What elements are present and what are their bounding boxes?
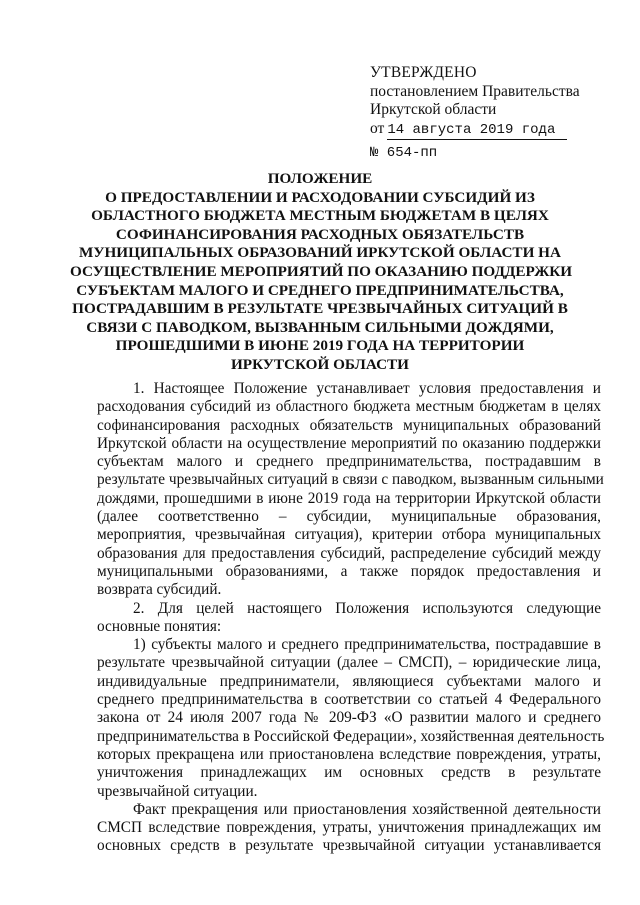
body-line: образования для предоставления субсидий, распределение субсидий между — [97, 544, 601, 562]
approval-stamp — [370, 64, 600, 162]
body-line: дождями, прошедшими в июне 2019 года на территории Иркутской области — [97, 489, 601, 507]
title-line: ОБЛАСТНОГО БЮДЖЕТА МЕСТНЫМ БЮДЖЕТАМ В ЦЕЛЯХ — [91, 207, 549, 225]
approval-heading: УТВЕРЖДЕНО — [370, 64, 477, 81]
approval-line-2: Иркутской области — [370, 101, 497, 118]
body-line: Факт прекращения или приостановления хозяйственной деятельности — [133, 800, 601, 818]
approval-number: № 654-пп — [370, 144, 438, 161]
body-line: 1. Настоящее Положение устанавливает условия предоставления и — [133, 380, 601, 397]
title-line: СУБЪЕКТАМ МАЛОГО И СРЕДНЕГО ПРЕДПРИНИМАТЕЛЬСТВА, — [76, 281, 564, 299]
approval-date-prefix: от — [370, 119, 385, 137]
body-line: чрезвычайной ситуации. — [97, 782, 258, 800]
approval-line-1: постановлением Правительства — [370, 82, 580, 100]
title-line: О ПРЕДОСТАВЛЕНИИ И РАСХОДОВАНИИ СУБСИДИЙ ИЗ — [105, 188, 535, 206]
approval-date-row — [370, 120, 600, 140]
title-line: СОФИНАНСИРОВАНИЯ РАСХОДНЫХ ОБЯЗАТЕЛЬСТВ — [115, 225, 525, 243]
title-line: МУНИЦИПАЛЬНЫХ ОБРАЗОВАНИЙ ИРКУТСКОЙ ОБЛАСТИ НА — [79, 244, 561, 262]
body-line: предпринимательства в Российской Федерации», хозяйственная деятельность — [97, 727, 605, 745]
body-line: основных средств в результате чрезвычайной ситуации устанавливается — [97, 837, 601, 855]
body-line: закона от 24 июля 2007 года № 209-ФЗ «О развитии малого и среднего — [97, 709, 601, 727]
body-line: основные понятия: — [97, 617, 222, 635]
title-line: ПРОШЕДШИМИ В ИЮНЕ 2019 ГОДА НА ТЕРРИТОРИИ — [115, 337, 525, 355]
body-line: индивидуальные предприниматели, являющиеся субъектами малого и — [97, 672, 601, 690]
title-line: СВЯЗИ С ПАВОДКОМ, ВЫЗВАННЫМ СИЛЬНЫМИ ДОЖДЯМИ, — [86, 318, 554, 336]
approval-date: 14 августа 2019 года — [387, 122, 567, 140]
body-line: которых прекращена или приостановлена вследствие повреждения, утраты, — [97, 745, 601, 763]
body-line: 1) субъекты малого и среднего предпринимательства, пострадавшие в — [133, 636, 601, 654]
body-line: Иркутской области на осуществление мероприятий по оказанию поддержки — [97, 434, 601, 452]
body-line: результате чрезвычайных ситуаций в связи с паводком, вызванным сильными — [97, 471, 604, 489]
document-body — [97, 380, 605, 856]
body-line: мероприятия, чрезвычайная ситуация), критерии отбора муниципальных — [97, 526, 601, 544]
body-line: муниципальными образованиями, а также порядок предоставления и — [97, 562, 601, 580]
body-line: СМСП вследствие повреждения, утраты, уничтожения принадлежащих им — [97, 819, 601, 837]
title-line: ПОЛОЖЕНИЕ — [267, 170, 373, 187]
body-line: расходования субсидий из областного бюджета местным бюджетам в целях — [97, 398, 601, 416]
body-line: среднего предпринимательства в соответствии со статьей 4 Федерального — [97, 691, 601, 709]
title-line: ИРКУТСКОЙ ОБЛАСТИ — [230, 355, 409, 373]
body-line: софинансирования расходных обязательств муниципальных образований — [97, 416, 601, 434]
body-line: уничтожения принадлежащих им основных средств в результате — [97, 764, 601, 782]
body-line: результате чрезвычайной ситуации (далее – СМСП), – юридические лица, — [97, 654, 601, 672]
body-line: возврата субсидий. — [97, 581, 222, 599]
document-title — [70, 170, 573, 375]
body-line: 2. Для целей настоящего Положения используются следующие — [133, 599, 601, 617]
body-line: (далее соответственно – субсидии, муниципальные образования, — [97, 508, 601, 526]
title-line: ОСУЩЕСТВЛЕНИЕ МЕРОПРИЯТИЙ ПО ОКАЗАНИЮ ПОДДЕРЖКИ — [70, 262, 573, 280]
title-line: ПОСТРАДАВШИМ В РЕЗУЛЬТАТЕ ЧРЕЗВЫЧАЙНЫХ СИТУАЦИЙ В — [72, 300, 568, 318]
body-line: субъектам малого и среднего предпринимательства, пострадавшим в — [97, 453, 601, 471]
